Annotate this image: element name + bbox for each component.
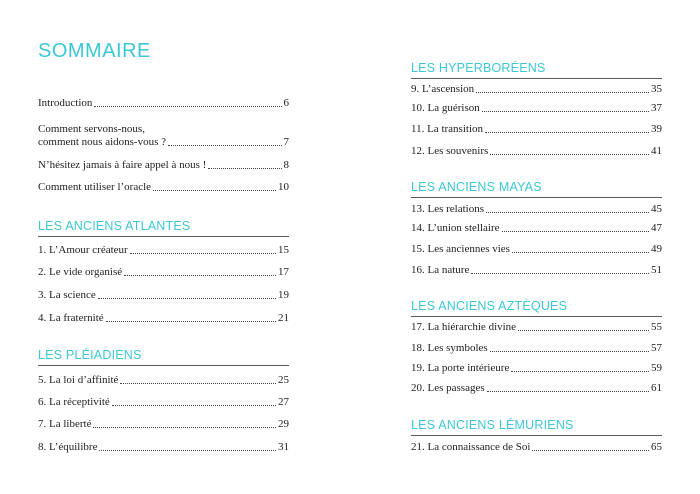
entry-page: 31	[278, 441, 289, 453]
dot-leader	[208, 168, 281, 169]
entry-label: N’hésitez jamais à faire appel à nous !	[38, 159, 207, 171]
toc-entry[interactable]	[411, 102, 662, 115]
toc-entry-introduction[interactable]	[38, 97, 289, 110]
section-heading-lemuriens: LES ANCIENS LÉMURIENS	[411, 418, 574, 432]
section-heading-mayas: LES ANCIENS MAYAS	[411, 180, 542, 194]
entry-label: 12. Les souvenirs	[411, 145, 489, 157]
dot-leader	[153, 190, 276, 191]
entry-label: 10. La guérison	[411, 102, 480, 114]
entry-page: 41	[651, 145, 662, 157]
entry-label: 16. La nature	[411, 264, 470, 276]
dot-leader	[124, 275, 276, 276]
entry-page: 25	[278, 374, 289, 386]
entry-label: 5. La loi d’affinité	[38, 374, 119, 386]
dot-leader	[482, 111, 649, 112]
toc-entry[interactable]	[38, 244, 289, 257]
section-divider	[38, 365, 289, 366]
dot-leader	[486, 212, 649, 213]
entry-page: 15	[278, 244, 289, 256]
toc-entry[interactable]	[411, 382, 662, 395]
section-divider	[38, 236, 289, 237]
dot-leader	[120, 383, 276, 384]
entry-page: 45	[651, 203, 662, 215]
entry-page: 65	[651, 441, 662, 453]
entry-label: 9. L’ascension	[411, 83, 475, 95]
entry-label: 13. Les relations	[411, 203, 485, 215]
section-heading-pleiadiens: LES PLÉIADIENS	[38, 348, 142, 362]
dot-leader	[94, 106, 281, 107]
toc-entry[interactable]	[38, 418, 289, 431]
dot-leader	[99, 450, 276, 451]
entry-label: 4. La fraternité	[38, 312, 104, 324]
toc-entry[interactable]	[411, 362, 662, 375]
section-heading-atlantes: LES ANCIENS ATLANTES	[38, 219, 191, 233]
entry-label: 2. Le vide organisé	[38, 266, 123, 278]
toc-entry[interactable]	[411, 83, 662, 96]
dot-leader	[93, 427, 276, 428]
toc-entry[interactable]	[38, 266, 289, 279]
entry-label: 19. La porte intérieure	[411, 362, 510, 374]
toc-entry[interactable]	[38, 312, 289, 325]
toc-entry[interactable]	[411, 441, 662, 454]
entry-label: 6. La réceptivité	[38, 396, 110, 408]
entry-label: 20. Les passages	[411, 382, 485, 394]
entry-label: Introduction	[38, 97, 93, 109]
dot-leader	[471, 273, 649, 274]
dot-leader	[487, 391, 649, 392]
section-heading-hyperboreens: LES HYPERBORÉENS	[411, 61, 546, 75]
dot-leader	[485, 132, 649, 133]
entry-label: 21. La connaissance de Soi	[411, 441, 531, 453]
entry-label: Comment utiliser l’oracle	[38, 181, 152, 193]
dot-leader	[112, 405, 276, 406]
dot-leader	[518, 330, 649, 331]
section-divider	[411, 197, 662, 198]
entry-label: 14. L’union stellaire	[411, 222, 500, 234]
entry-page: 29	[278, 418, 289, 430]
entry-page: 21	[278, 312, 289, 324]
entry-page: 6	[283, 97, 289, 109]
page-title: SOMMAIRE	[38, 40, 151, 62]
toc-entry-hesitez[interactable]	[38, 159, 289, 172]
entry-page: 35	[651, 83, 662, 95]
entry-page: 61	[651, 382, 662, 394]
entry-page: 57	[651, 342, 662, 354]
toc-entry[interactable]	[411, 123, 662, 136]
dot-leader	[476, 92, 649, 93]
toc-entry[interactable]	[38, 396, 289, 409]
entry-page: 10	[278, 181, 289, 193]
toc-entry-comment-servons[interactable]	[38, 121, 289, 149]
toc-entry[interactable]	[38, 374, 289, 387]
toc-entry[interactable]	[411, 342, 662, 355]
entry-page: 7	[283, 136, 289, 148]
toc-entry[interactable]	[411, 203, 662, 216]
toc-entry[interactable]	[411, 222, 662, 235]
dot-leader	[532, 450, 649, 451]
entry-label: 7. La liberté	[38, 418, 92, 430]
dot-leader	[98, 298, 276, 299]
entry-page: 37	[651, 102, 662, 114]
toc-entry[interactable]	[38, 289, 289, 302]
dot-leader	[490, 154, 649, 155]
dot-leader	[106, 321, 276, 322]
toc-entry[interactable]	[411, 145, 662, 158]
toc-entry[interactable]	[38, 441, 289, 454]
entry-page: 17	[278, 266, 289, 278]
entry-page: 59	[651, 362, 662, 374]
entry-page: 51	[651, 264, 662, 276]
entry-label-line1: Comment servons-nous,	[38, 123, 145, 135]
entry-label: 17. La hiérarchie divine	[411, 321, 517, 333]
entry-label: 18. Les symboles	[411, 342, 488, 354]
section-divider	[411, 78, 662, 79]
dot-leader	[168, 145, 281, 146]
toc-entry[interactable]	[411, 264, 662, 277]
dot-leader	[130, 253, 276, 254]
entry-page: 19	[278, 289, 289, 301]
toc-entry-oracle[interactable]	[38, 181, 289, 194]
entry-page: 49	[651, 243, 662, 255]
section-heading-azteques: LES ANCIENS AZTÈQUES	[411, 299, 568, 313]
section-divider	[411, 316, 662, 317]
dot-leader	[512, 252, 649, 253]
dot-leader	[511, 371, 649, 372]
toc-entry[interactable]	[411, 243, 662, 256]
entry-page: 47	[651, 222, 662, 234]
entry-page: 8	[283, 159, 289, 171]
entry-label: 11. La transition	[411, 123, 483, 135]
entry-label-line2: comment nous aidons-vous ?	[38, 136, 167, 148]
entry-label: 15. Les anciennes vies	[411, 243, 510, 255]
section-divider	[411, 435, 662, 436]
entry-label: 3. La science	[38, 289, 96, 301]
entry-page: 39	[651, 123, 662, 135]
entry-label	[38, 123, 166, 149]
entry-page: 27	[278, 396, 289, 408]
dot-leader	[490, 351, 649, 352]
toc-entry[interactable]	[411, 321, 662, 334]
entry-label: 8. L’équilibre	[38, 441, 98, 453]
entry-label: 1. L’Amour créateur	[38, 244, 128, 256]
entry-page: 55	[651, 321, 662, 333]
dot-leader	[502, 231, 650, 232]
